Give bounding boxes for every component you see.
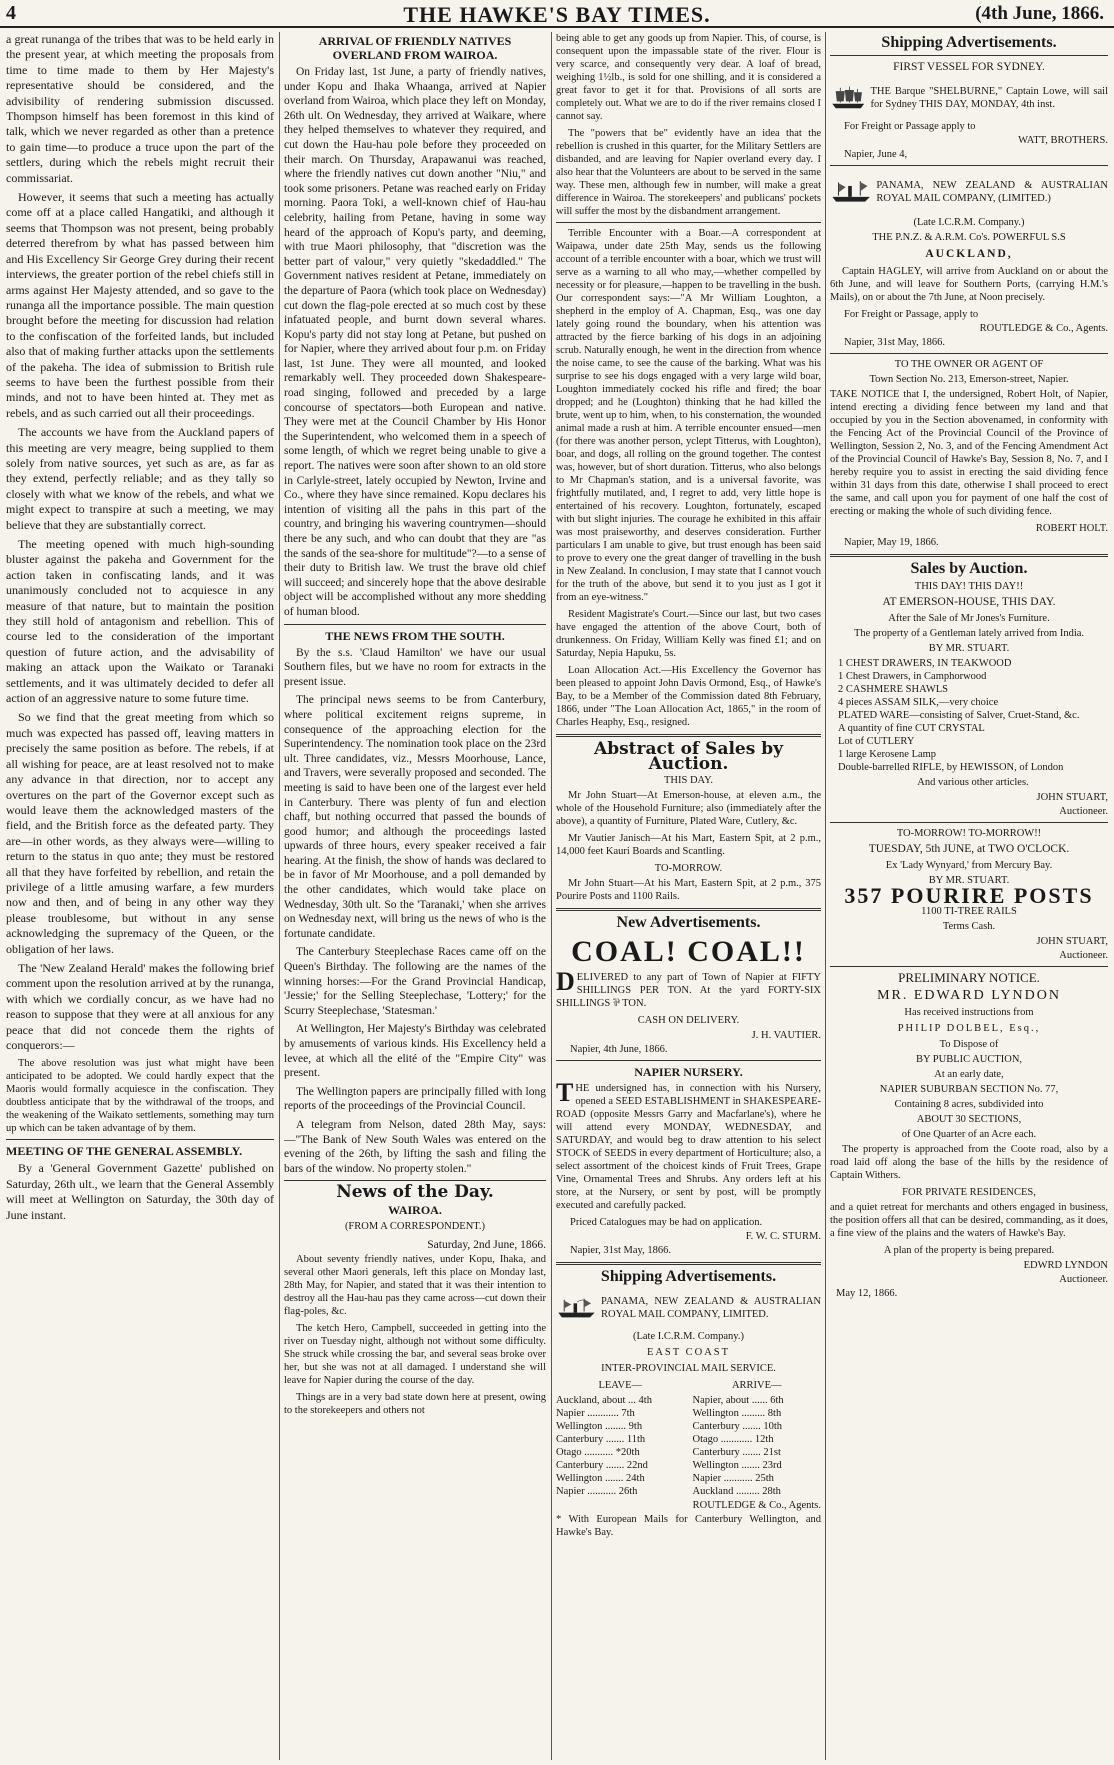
auckland-ship: AUCKLAND, — [925, 248, 1013, 261]
lot-item: And various other articles. — [917, 776, 1029, 788]
news-south-heading: THE NEWS FROM THE SOUTH. — [325, 628, 505, 643]
private-residences: FOR PRIVATE RESIDENCES, — [902, 1187, 1036, 1199]
wairoa-paragraph: Things are in a very bad state down here at present, owing to the storekeepers and others not — [284, 1392, 546, 1417]
pnz-late: (Late I.C.R.M. Company.) — [913, 217, 1025, 229]
divider — [830, 966, 1108, 967]
pnz-powerful: THE P.N.Z. & A.R.M. Co's. POWERFUL S.S — [872, 232, 1066, 244]
lady-wynyard: Ex 'Lady Wynyard,' from Mercury Bay. — [885, 859, 1053, 871]
about-30-sections: ABOUT 30 SECTIONS, — [916, 1114, 1022, 1126]
barque-text: THE Barque "SHELBURNE," Captain Lowe, will sail for Sydney THIS DAY, MONDAY, 4th inst. — [870, 86, 1108, 111]
abstract-sales-heading: Abstract of Sales by Auction. — [594, 739, 783, 774]
retreat-text: and a quiet retreat for merchants and others engaged in business, the position offers all that can be desired, commanding, as it does, a fine view of the plains and the waters of Hawke's Bay. — [830, 1202, 1108, 1240]
divider — [830, 353, 1108, 354]
property-note: The property of a Gentleman lately arrived from India. — [853, 627, 1085, 639]
masthead — [0, 0, 1114, 28]
divider — [830, 165, 1108, 166]
auctioneer-label: Auctioneer. — [1059, 805, 1108, 817]
issue-date: (4th June, 1866. — [975, 3, 1104, 24]
newspaper-title: THE HAWKE'S BAY TIMES. — [403, 2, 711, 27]
nursery-signature: F. W. C. STURM. — [745, 1230, 821, 1242]
leave-row: Canterbury ....... 22nd — [556, 1460, 648, 1472]
leave-row: Auckland, about ... 4th — [556, 1395, 652, 1407]
divider — [556, 734, 821, 737]
owner-notice: TAKE NOTICE that I, the undersigned, Robert Holt, of Napier, intend erecting a dividing fence between my land and that occupied by you in the Section abovenamed, in conformity with the Fencing Act of the Provincial Council of the Province of Wellington, Session 2, No. 3, and of the Fencing Amendment Act of the Provincial Council of Hawke's Bay, Session 8, No. 7, and I hereby require you to assist in erecting the said dividing fence within 31 days from this date, otherwise I shall proceed to erect the same, and call upon you for payment of one half the cost of erecting or making the whole of such dividing fence. — [830, 388, 1108, 517]
lot-item: A quantity of fine CUT CRYSTAL — [838, 722, 985, 734]
pourire-posts: 357 POURIRE POSTS — [844, 882, 1094, 908]
to-dispose: To Dispose of — [939, 1039, 999, 1051]
divider — [6, 1139, 274, 1140]
lot-list — [838, 657, 1108, 789]
wairoa-paragraph: The ketch Hero, Campbell, succeeded in getting into the river on Tuesday night, although not without some difficulty. She struck while crossing the bar, and several seas broke over her, but she was not at all damaged. I understand she will leave for Napier during the course of the day. — [284, 1323, 546, 1387]
this-day-label: THIS DAY. — [663, 775, 713, 787]
leave-row: Canterbury ....... 11th — [556, 1434, 646, 1446]
pnz-late: (Late I.C.R.M. Company.) — [632, 1331, 744, 1343]
public-auction: BY PUBLIC AUCTION, — [915, 1054, 1023, 1066]
philip-dolbel: PHILIP DOLBEL, Esq., — [897, 1023, 1041, 1035]
barque-signature: WATT, BROTHERS. — [1018, 135, 1108, 147]
ti-tree-rails: 1100 TI-TREE RAILS — [921, 906, 1017, 918]
leave-row: Napier ........... 26th — [556, 1486, 638, 1498]
leave-row: Wellington ........ 9th — [556, 1421, 643, 1433]
article-paragraph: a great runanga of the tribes that was to be held early in the present year, at which meeting the proposals from time to time made to them by Her Majesty's representative should be considered, and the advisibility of rendering submission discussed. Thompson himself has been foremost in this kind of talk, which we never regarded as other than a pretence to gain time—to produce a truce upon the part of the settlers, during which the rebels might recruit their commissariat. — [6, 32, 274, 185]
nursery-date: Napier, 31st May, 1866. — [570, 1244, 671, 1256]
news-paragraph: The Wellington papers are principally filled with long reports of the proceedings of the Provincial Council. — [284, 1085, 546, 1113]
wairoa-date: Saturday, 2nd June, 1866. — [427, 1238, 546, 1251]
arrive-heading: ARRIVE— — [731, 1380, 782, 1392]
boar-paragraph: Terrible Encounter with a Boar.—A correspondent at Waipawa, under date 25th May, sends us the following account of a terrible encounter with a boar, which we trust will serve as a warning to all who may,—whether compelled by necessity or for pleasure,—happen to be travelling in the bush. Our correspondent says:—"A Mr William Loughton, a shepherd in the employ of A. Chapman, Esq., was one day lately going round the boundary, when his attention was attracted by the fierce barking of his dogs in an adjoining scrub. Naturally enough, he went in the direction from whence the noise came, to see the cause of the barking. What was his surprise to see his dogs engaged with a very large wild boar, Loughton immediately cocked his rifle and fired; the boar dropped; and he (Loughton) thinking that he had killed the brute, went up to him, when, to his consternation, the wounded animal made a rush at him. A terrible encounter ensued—men (for there was another person, yclept Titterus, with Loughton), boar, and dogs, all rolling on the ground together. The contest was, however, but of short duration. Titterus, who also belongs to Mr Chapman's station, and is a universal favorite, was frightfully mutilated, and, I regret to add, very little hope is entertained of his recovery. Loughton, fortunately, escaped with but slight injuries. The courage he exhibited in this affair was most praiseworthy, and deserves consideration. Further particulars I am unable to give, but trust enough has been said to prove to every one the great danger of travelling in the bush in New Zealand. In conclusion, I may state that I cannot vouch for the truth of the above, but send it to you just as I got it from an eye-witness." — [556, 228, 821, 603]
sale-entry: Mr John Stuart—At Emerson-house, at eleven a.m., the whole of the Household Furniture; also (immediately after the above), a quantity of Furniture, Plated Ware, Cutlery, &c. — [556, 790, 821, 828]
news-of-day-heading: News of the Day. — [336, 1182, 494, 1203]
pnz-signature: ROUTLEDGE & Co., Agents. — [979, 322, 1108, 334]
column-1 — [6, 32, 274, 1760]
lot-item: 1 large Kerosene Lamp — [838, 748, 937, 760]
suburban-section: NAPIER SUBURBAN SECTION No. 77, — [879, 1084, 1059, 1096]
by-stuart: BY MR. STUART. — [928, 642, 1010, 654]
barque-date: Napier, June 4, — [844, 149, 908, 161]
mail-note: * With European Mails for Canterbury Wellington, and Hawke's Bay. — [556, 1514, 821, 1539]
lot-item: 1 Chest Drawers, in Camphorwood — [838, 670, 987, 682]
containing-acres: Containing 8 acres, subdivided into — [894, 1099, 1044, 1111]
arrive-row: Napier, about ...... 6th — [692, 1395, 784, 1407]
preliminary-notice: PRELIMINARY NOTICE. — [898, 970, 1040, 986]
column-2 — [284, 32, 546, 1760]
news-paragraph: The Canterbury Steeplechase Races came off on the Queen's Birthday. The following are the names of the winning horses:—For the Grand Provincial Handicap, 'Jessie;' for the Selling Steeplechase, 'Lottery;' for the Scurry Steeplechase, 'Statesman.' — [284, 946, 546, 1017]
sales-auction-heading: Sales by Auction. — [910, 559, 1028, 577]
pnz-freight: For Freight or Passage, apply to — [844, 308, 979, 320]
coal-date: Napier, 4th June, 1866. — [570, 1043, 668, 1055]
court-paragraph: Resident Magistrate's Court.—Since our last, but two cases have engaged the attention of the above Court, both of drunkenness. On Friday, William Kelly was fined £1; and on Saturday, Nepia Hapuku, 5s. — [556, 609, 821, 659]
terms-cash: Terms Cash. — [942, 921, 996, 933]
lot-item: Double-barrelled RIFLE, by HEWISSON, of London — [838, 761, 1064, 773]
auctioneer-label: Auctioneer. — [1059, 1274, 1108, 1286]
divider — [556, 908, 821, 911]
column-4 — [830, 32, 1108, 1760]
column-3 — [556, 32, 821, 1760]
tomorrow-banner: TO-MORROW! TO-MORROW!! — [896, 827, 1042, 839]
edward-lyndon: MR. EDWARD LYNDON — [877, 987, 1061, 1003]
loan-paragraph: Loan Allocation Act.—His Excellency the Governor has been pleased to appoint John Davis Ormond, Esq., of Hawke's Bay, to be a Member of the Commission dated 8th February, 1866, under "The Loan Allocation Act, 1865," in the room of Charles Heaphy, Esq., resigned. — [556, 665, 821, 728]
pnz-company: PANAMA, NEW ZEALAND & AUSTRALIAN ROYAL MAIL COMPANY, (LIMITED.) — [876, 180, 1108, 205]
by-stuart: BY MR. STUART. — [928, 874, 1010, 886]
article-paragraph: However, it seems that such a meeting has actually come off at a place called Hangatiki, and although it seems that Thompson was not present, being probably deterred therefrom by what has passed between him and His Excellency Sir George Grey during their recent interviews, the greater portion of the rebel chiefs still in arms against Her Majesty attended, and so gave to the runanga all the importance possible. The main question brought before the meeting for discussion had relation to the confiscation of the forfeited lands, but included also that of making further attacks upon the settlements of the pakeha. The idea of submission to British rule seems to have been the furthest possible from their minds, and not to have been hinted at. They met as rebels, and as such carried out all their proceedings. — [6, 190, 274, 420]
arrive-row: Canterbury ....... 10th — [692, 1421, 783, 1433]
east-coast: EAST COAST — [646, 1347, 731, 1359]
divider — [830, 554, 1108, 557]
divider — [556, 1262, 821, 1265]
received-instructions: Has received instructions from — [904, 1007, 1034, 1019]
quoted-comment: The above resolution was just what might have been anticipated to be adopted. We could hardly expect that the Maoris would formally acquiesce in the confiscation. They doubtless anticipate that by the withdrawal of the troops, and the weakening of the Waikato settlements, something may turn up which can be taken advantage of by them. — [6, 1058, 274, 1135]
sailing-ship-icon — [830, 76, 866, 120]
after-sale: After the Sale of Mr Jones's Furniture. — [888, 612, 1050, 624]
first-vessel: FIRST VESSEL FOR SYDNEY. — [893, 60, 1045, 73]
arrive-row: Napier ........... 25th — [692, 1473, 774, 1485]
sale-entry: Mr Vautier Janisch—At his Mart, Eastern Spit, at 2 p.m., 14,000 feet Kauri Boards and Scantling. — [556, 833, 821, 858]
approach-text: The property is approached from the Coote road, also by a road laid off along the base of the hills by the residence of Captain Withers. — [830, 1144, 1108, 1182]
nursery-text: THE undersigned has, in connection with his Nursery, opened a SEED ESTABLISHMENT in SHAKESPEARE-ROAD (opposite Messrs Garry and Macfarlane's), where he will attend every MONDAY, WEDNESDAY, and SATURDAY, and would beg to draw attention to his select STOCK of SEEDS in every department of Horticulture; also, a select assortment of the choicest kinds of Fruit Trees, Grape Vine, Ornamental Trees and Shrubs. Any orders left at his store, at the Nursery, or sent by post, will be promptly executed and carefully packed. — [556, 1077, 821, 1211]
mail-timetable — [556, 1377, 821, 1498]
shipping-heading: Shipping Advertisements. — [600, 1267, 777, 1285]
lot-item: PLATED WARE—consisting of Salver, Cruet-Stand, &c. — [838, 709, 1080, 721]
pnz-body: Captain HAGLEY, will arrive from Auckland on or about the 6th June, and will leave for Southern Ports, (carrying H.M.'s Mails), on or about the 7th June, at Noon precisely. — [830, 265, 1108, 303]
owner-subheading: Town Section No. 213, Emerson-street, Napier. — [869, 373, 1069, 385]
lot-item: 4 pieces ASSAM SILK,—very choice — [838, 696, 999, 708]
arrive-row: Canterbury ....... 21st — [692, 1447, 781, 1459]
news-paragraph: A telegram from Nelson, dated 28th May, says:—"The Bank of New South Wales was entered on the evening of the 26th, by lifting the sash and filing the bars of the window. No property stolen." — [284, 1118, 546, 1175]
lot-item: 1 CHEST DRAWERS, IN TEAKWOOD — [838, 657, 1012, 669]
auctioneer-label: Auctioneer. — [1059, 950, 1108, 962]
stuart-signature: JOHN STUART, — [1036, 791, 1108, 803]
steamship-icon — [556, 1288, 597, 1328]
tomorrow-label: TO-MORROW. — [654, 863, 723, 875]
new-advertisements-heading: New Advertisements. — [616, 914, 761, 932]
assembly-heading: MEETING OF THE GENERAL ASSEMBLY. — [6, 1144, 243, 1159]
routledge-signature: ROUTLEDGE & Co., Agents. — [692, 1500, 821, 1512]
column-rule — [279, 32, 280, 1760]
assembly-text: By a 'General Government Gazette' published on Saturday, 26th ult., we learn that the General Assembly will meet at Wellington on Saturday, the 30th day of June instant. — [6, 1161, 274, 1222]
article-paragraph: The meeting opened with much high-sounding bluster against the pakeha and Government for the action taken in confiscating lands, and it was unanimously concluded not to acquiesce in any measure of that nature, but to maintain the position they still hold of antagonism and rebellion. This of course led to the consideration of the important question of future action, and the advisability of making an attack upon the Waikato or Taranaki settlements, and it was ultimately decided to defer all action of an aggressive nature to some future time. — [6, 537, 274, 706]
coal-heading: COAL! COAL!! — [571, 934, 806, 968]
article-paragraph: So we find that the great meeting from which so much was expected has passed off, leaving matters in precisely the same position as before. The rebels, if at all wishing for peace, are at least resolved not to make any advance in that direction, nor to accept any overtures on the part of the Governor except such as would leave them the acknowledged masters of the field, and the British force as the defeated party. They are—in other words, as they always were—willing to return to the status in quo ante; they must be restored all that they have forfeited by rebellion, and retain the privilege of a little amusing warfare, a few murders now and then, and of being in any other way they please troublesome, but without in any sense acknowledging the supremacy of the Queen, or the obligation of her laws. — [6, 710, 274, 956]
stuart-signature: JOHN STUART, — [1036, 936, 1108, 948]
arrive-row: Auckland ......... 28th — [692, 1486, 781, 1498]
leave-row: Napier ............ 7th — [556, 1408, 635, 1420]
this-day-banner: THIS DAY! THIS DAY!! — [914, 581, 1024, 593]
leave-row: Otago ........... *20th — [556, 1447, 640, 1459]
wairoa-paragraph: About seventy friendly natives, under Kopu, Ihaka, and several other Maori generals, left this place on Monday last, 28th May, for Napier, and stated that it was their intention to destroy all the Hau-hau pas they came across—cut down their flag-poles, &c. — [284, 1254, 546, 1318]
arrive-row: Wellington ....... 23rd — [692, 1460, 782, 1472]
divider — [830, 55, 1108, 56]
pnz-date: Napier, 31st May, 1866. — [844, 336, 945, 348]
arrival-text: On Friday last, 1st June, a party of friendly natives, under Kopu and Ihaka Whaanga, arrived at Napier overland from Wairoa, which place they left on Monday, 26th ult. On Wednesday, they arrived at Waikare, where they helped themselves to whatever they required, and cut down the Hau-hau pole before they proceeded on their march. On Thursday, Arapawanui was reached, where the friendly natives cut down another "Niu," and took some prisoners. Petane was reached early on Friday morning. Paora Toki, a well-known chief of Hau-hau celebrity, hailing from Petane, having in some way heard of the approach of Kopu's party, and deeming, with true Maori philosophy, that "discretion was the better part of valour," very quietly "skedaddled." The Government natives resident at Petane, immediately on the departure of Paora (which took place on Wednesday) cut down the flag-pole erected at so much cost by these infatuated people, and burnt down several whares. Kopu's party did not stay long at Petane, but pushed on for Napier, where they arrived about four p.m. on Friday last, 1st June. They were all mounted, and looked remarkably well. They proceeded down Shakespeare-road singing, followed and preceded by a large concourse of spectators—both European and native. They were met at the Council Chamber by His Honor the Superintendent, who welcomed them in a speech of some length, of which we regret being unable to give a report. The natives were soon after shown to an old store in Carlyle-street, lately occupied by Newton, Irvine and Co., where they have since remained. Kopu declares his intention of visiting all the pahs in this part of the country, and bringing his wavering countrymen—should there be any such, and who can doubt that they are "as the sands of the sea-shore for multitude"?—to a sense of their duty to British law. We trust the brave old chief will succeed; and sincerely hope that the above desirable object will be accomplished without any more shedding of human blood. — [284, 66, 546, 618]
owner-signature: ROBERT HOLT. — [1035, 522, 1108, 534]
barque-freight: For Freight or Passage apply to — [844, 121, 976, 133]
arrival-heading: ARRIVAL OF FRIENDLY NATIVES OVERLAND FROM WAIROA. — [318, 34, 512, 62]
inter-provincial: INTER-PROVINCIAL MAIL SERVICE. — [601, 1363, 776, 1375]
owner-date: Napier, May 19, 1866. — [844, 536, 939, 548]
wairoa-heading: WAIROA. — [388, 1202, 442, 1217]
news-paragraph: The principal news seems to be from Canterbury, where political excitement reigns supreme, in consequence of the approaching election for the Superintendency. The nomination took place on the 23rd ult. Three candidates, viz., Messrs Moorhouse, Lance, and Travers, were severally proposed and seconded. The meeting is said to have been one of the largest ever held in Canterbury. There was plenty of fun and election chaff, but nothing occurred that passed the bounds of good humor; and although the proceedings lasted upwards of three hours, every speaker received a fair hearing. At the finish, the show of hands was declared to be in favor of Mr Moorhouse, and a poll demanded by the other candidates, which would take place on Wednesday, 30th ult. So the 'Taranaki,' when she arrives on Wednesday next, will bring us the news of who is the fortunate candidate. — [284, 694, 546, 940]
coal-signature: J. H. VAUTIER. — [751, 1029, 821, 1041]
sale-entry: Mr John Stuart—At his Mart, Eastern Spit, at 2 p.m., 375 Pourire Posts and 1100 Rails. — [556, 878, 821, 903]
steamship-icon — [830, 170, 872, 214]
lot-item: Lot of CUTLERY — [838, 735, 915, 747]
divider — [284, 624, 546, 625]
pnz-company: PANAMA, NEW ZEALAND & AUSTRALIAN ROYAL MAIL COMPANY, LIMITED. — [600, 1296, 821, 1321]
wairoa-continued: being able to get any goods up from Napier. This, of course, is consequent upon the impassable state of the river. Flour is very scarce, and consequently very dear. A loaf of bread, weighing 1½lb., is sold for one shilling, and it is considered a great favor to get it for that. Provisions of all sorts are completely out. What we are to do if the river remains closed I cannot say. — [556, 33, 821, 122]
leave-row: Wellington ....... 24th — [556, 1473, 645, 1485]
divider — [556, 222, 821, 223]
shipping-heading: Shipping Advertisements. — [881, 34, 1057, 51]
arrive-row: Wellington ......... 8th — [692, 1408, 782, 1420]
tuesday-sale: TUESDAY, 5th JUNE, at TWO O'CLOCK. — [868, 842, 1070, 855]
coal-text: DELIVERED to any part of Town of Napier at FIFTY SHILLINGS PER TON. At the yard FORTY-SIX SHILLINGS ⅌ TON. — [556, 966, 821, 1009]
wairoa-continued: The "powers that be" evidently have an idea that the rebellion is crushed in this quarter, for the Military Settlers are disbanded, and are leaving for Napier overland every day. I also hear that the Volunteers are about to be served in the same way. These men, although few in number, will make a great difference in Wairoa. The storekeepers' and publicans' pockets will suffer the most by the disbandment arrangement. — [556, 128, 821, 217]
page-number: 4 — [6, 2, 16, 24]
quarter-acre: of One Quarter of an Acre each. — [901, 1129, 1037, 1141]
article-paragraph: The accounts we have from the Auckland papers of this meeting are very meagre, being supplied to them solely from native sources, yet such as are, as far as they extend, perfectly reliable; and as they tally so closely with what we know of the rebels, and what we might expect to transpire at such a meeting, we may believe that they are substantially correct. — [6, 425, 274, 532]
leave-heading: LEAVE— — [598, 1380, 643, 1392]
plan-note: A plan of the property is being prepared. — [883, 1245, 1055, 1257]
wairoa-subheading: (FROM A CORRESPONDENT.) — [344, 1220, 486, 1232]
lyndon-signature: EDWRD LYNDON — [1023, 1260, 1108, 1272]
article-paragraph: The 'New Zealand Herald' makes the following brief comment upon the resolution arrived at by the runanga, with which we cordially concur, as we have had no reason to suppose that they were at all anxious for any peace that did not concede them the rights of conquerors:— — [6, 960, 274, 1052]
arrive-row: Otago ............ 12th — [692, 1434, 774, 1446]
divider — [830, 822, 1108, 823]
column-rule — [825, 32, 826, 1760]
divider — [556, 1060, 821, 1061]
owner-heading: TO THE OWNER OR AGENT OF — [894, 358, 1044, 370]
news-paragraph: By the s.s. 'Claud Hamilton' we have our usual Southern files, but we have no room for extracts in the present issue. — [284, 646, 546, 688]
column-rule — [551, 32, 552, 1760]
lyndon-date: May 12, 1866. — [836, 1288, 898, 1300]
coal-cash: CASH ON DELIVERY. — [637, 1014, 740, 1026]
nursery-catalogues: Priced Catalogues may be had on application. — [570, 1216, 763, 1228]
lot-item: 2 CASHMERE SHAWLS — [838, 683, 949, 695]
news-paragraph: At Wellington, Her Majesty's Birthday was celebrated by amusements of various kinds. His Excellency held a levee, at which all the elité of the "Empire City" was present. — [284, 1023, 546, 1080]
divider — [284, 1180, 546, 1181]
early-date: At an early date, — [934, 1069, 1004, 1081]
nursery-heading: NAPIER NURSERY. — [634, 1064, 743, 1079]
emerson-house: AT EMERSON-HOUSE, THIS DAY. — [882, 596, 1056, 609]
